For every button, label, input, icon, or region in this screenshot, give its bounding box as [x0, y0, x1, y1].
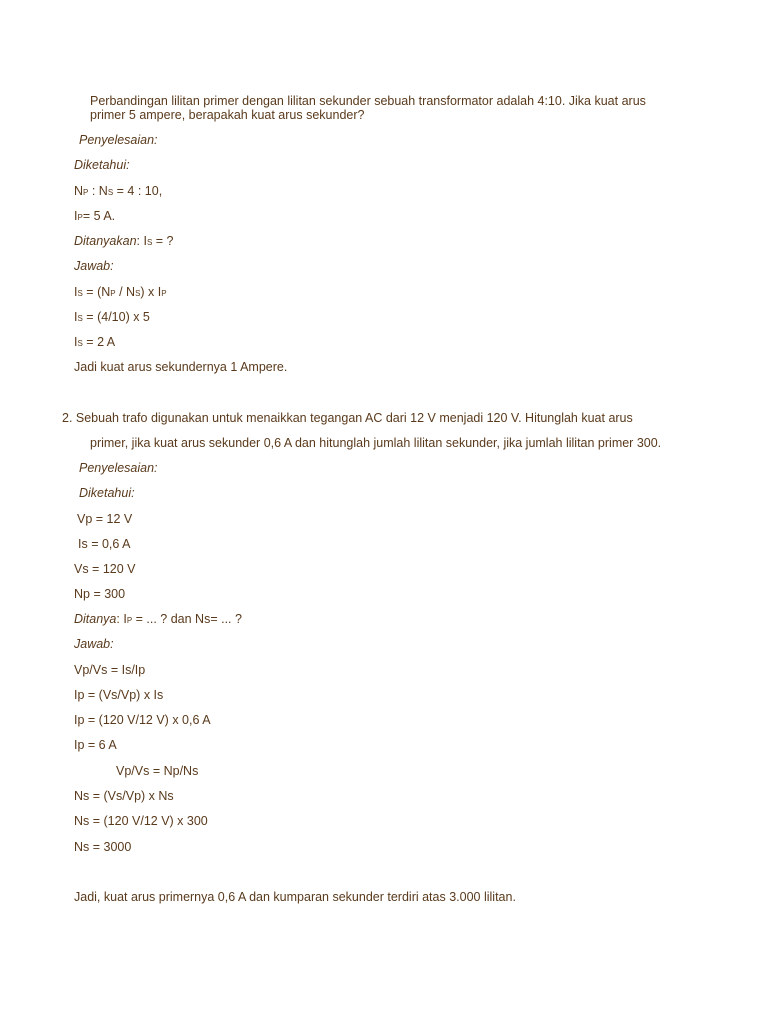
p1-eq2-b: = (4/10) x 5	[82, 310, 150, 324]
p2-eq7: Ns = (120 V/12 V) x 300	[74, 814, 208, 828]
p1-eq3-a: I	[74, 335, 78, 349]
p1-eq2-sub: S	[77, 314, 83, 323]
p2-jawab: Jawab:	[74, 637, 114, 651]
p2-question-line2: primer, jika kuat arus sekunder 0,6 A dan hitunglah jumlah lilitan sekunder, jika jumlah lilitan primer 300.	[90, 436, 662, 450]
p1-ratio-sub-s: S	[107, 188, 114, 197]
p1-eq2-a: I	[74, 310, 78, 324]
p1-eq1-sub4: P	[161, 289, 167, 298]
p1-ratio-n: N	[74, 184, 84, 198]
p1-question-line1: Perbandingan lilitan primer dengan lilitan sekunder sebuah transformator adalah 4:10. Jika kuat arus	[90, 94, 646, 108]
p2-eq3: Ip = (120 V/12 V) x 0,6 A	[74, 713, 211, 727]
p2-vp: Vp = 12 V	[77, 512, 133, 526]
p1-eq2	[74, 310, 150, 326]
p1-conclusion: Jadi kuat arus sekundernya 1 Ampere.	[74, 360, 288, 374]
p2-penyelesaian: Penyelesaian:	[79, 461, 158, 475]
p1-eq3	[74, 335, 115, 351]
p2-eq2: Ip = (Vs/Vp) x Is	[74, 688, 164, 702]
p2-eq5: Vp/Vs = Np/Ns	[116, 764, 199, 778]
p1-eq3-b: = 2 A	[82, 335, 116, 349]
p2-ditanya-rest-b: = ... ? dan Ns= ... ?	[132, 612, 242, 626]
p1-ditanyakan-sub: S	[146, 238, 153, 247]
p2-question-line1: 2. Sebuah trafo digunakan untuk menaikkan tegangan AC dari 12 V menjadi 120 V. Hitunglah kuat arus	[62, 411, 633, 425]
p1-ratio-sub-p: P	[83, 188, 89, 197]
p1-eq1-sub2: P	[110, 289, 116, 298]
p1-eq1-sub1: S	[77, 289, 83, 298]
p1-eq1-a: I	[74, 285, 78, 299]
p1-ditanyakan-label: Ditanyakan	[74, 234, 137, 248]
p2-ditanya-sub: P	[126, 616, 133, 625]
p1-question-line2: primer 5 ampere, berapakah kuat arus sekunder?	[90, 108, 365, 122]
p1-ratio	[74, 184, 162, 200]
p2-eq8: Ns = 3000	[74, 840, 132, 854]
p1-ip-rest: = 5 A.	[82, 209, 116, 223]
p1-ip	[74, 209, 115, 225]
p2-is: Is = 0,6 A	[78, 537, 131, 551]
p2-eq6: Ns = (Vs/Vp) x Ns	[74, 789, 174, 803]
p1-eq1-d: ) x I	[140, 285, 162, 299]
p1-diketahui: Diketahui:	[74, 158, 130, 172]
p2-eq4: Ip = 6 A	[74, 738, 117, 752]
p2-conclusion: Jadi, kuat arus primernya 0,6 A dan kumparan sekunder terdiri atas 3.000 lilitan.	[74, 890, 516, 904]
p2-eq1: Vp/Vs = Is/Ip	[74, 663, 146, 677]
p1-eq1-b: = (N	[82, 285, 111, 299]
p2-ditanya	[74, 612, 242, 628]
p1-eq3-sub: S	[77, 339, 83, 348]
p1-penyelesaian: Penyelesaian:	[79, 133, 158, 147]
p1-ip-i: I	[74, 209, 78, 223]
p1-ratio-rhs: = 4 : 10,	[113, 184, 163, 198]
p2-vs: Vs = 120 V	[74, 562, 136, 576]
p1-eq1-sub3: S	[135, 289, 141, 298]
p2-ditanya-rest-a: : I	[116, 612, 127, 626]
p2-ditanya-label: Ditanya	[74, 612, 117, 626]
p1-ip-sub: P	[77, 213, 83, 222]
p2-np: Np = 300	[74, 587, 126, 601]
p1-eq1-c: / N	[115, 285, 136, 299]
p1-jawab: Jawab:	[74, 259, 114, 273]
p1-ditanyakan	[74, 234, 174, 250]
p2-diketahui: Diketahui:	[79, 486, 135, 500]
p1-eq1	[74, 285, 167, 301]
p1-ditanyakan-rest-b: = ?	[152, 234, 174, 248]
p1-ditanyakan-rest-a: : I	[136, 234, 147, 248]
p1-ratio-mid: : N	[88, 184, 108, 198]
